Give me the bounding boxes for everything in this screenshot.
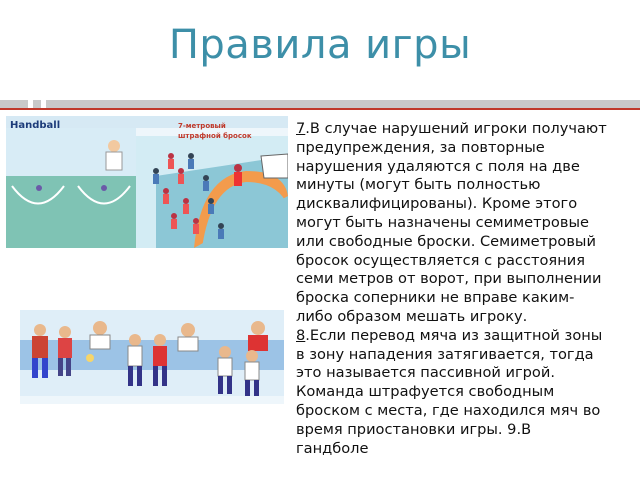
- rule-7-number: 7: [296, 120, 306, 137]
- rule-7-text: .В случае нарушений игроки получают предупреждения, за повторные нарушения удаляются с поля на две минуты (могут быть полностью дисквалифицированы). Кроме этого могут быть назначены семиметровые или свободные броски. Семиметровый бросок осуществляется с расстояния семи метров от ворот, при выполнении броска соперники не вправе каким-либо образом мешать игроку.: [296, 120, 607, 325]
- caption-line-1: 7-метровый: [178, 122, 226, 130]
- slide-title: Правила игры: [168, 22, 472, 68]
- caption-line-2: штрафной бросок: [178, 132, 252, 140]
- rule-8-text: .Если перевод мяча из защитной зоны в зону нападения затягивается, тогда это называется пассивной игрой. Команда штрафуется свободным броском с места, где находился мяч во время приостановки игры. 9.В гандболе: [296, 326, 603, 457]
- players-illustration: [20, 310, 284, 404]
- title-divider: [0, 100, 640, 108]
- handball-logo: Handball: [10, 120, 61, 131]
- rule-8-number: 8: [296, 326, 306, 344]
- rules-text: [296, 120, 608, 458]
- court-illustration: [6, 116, 288, 248]
